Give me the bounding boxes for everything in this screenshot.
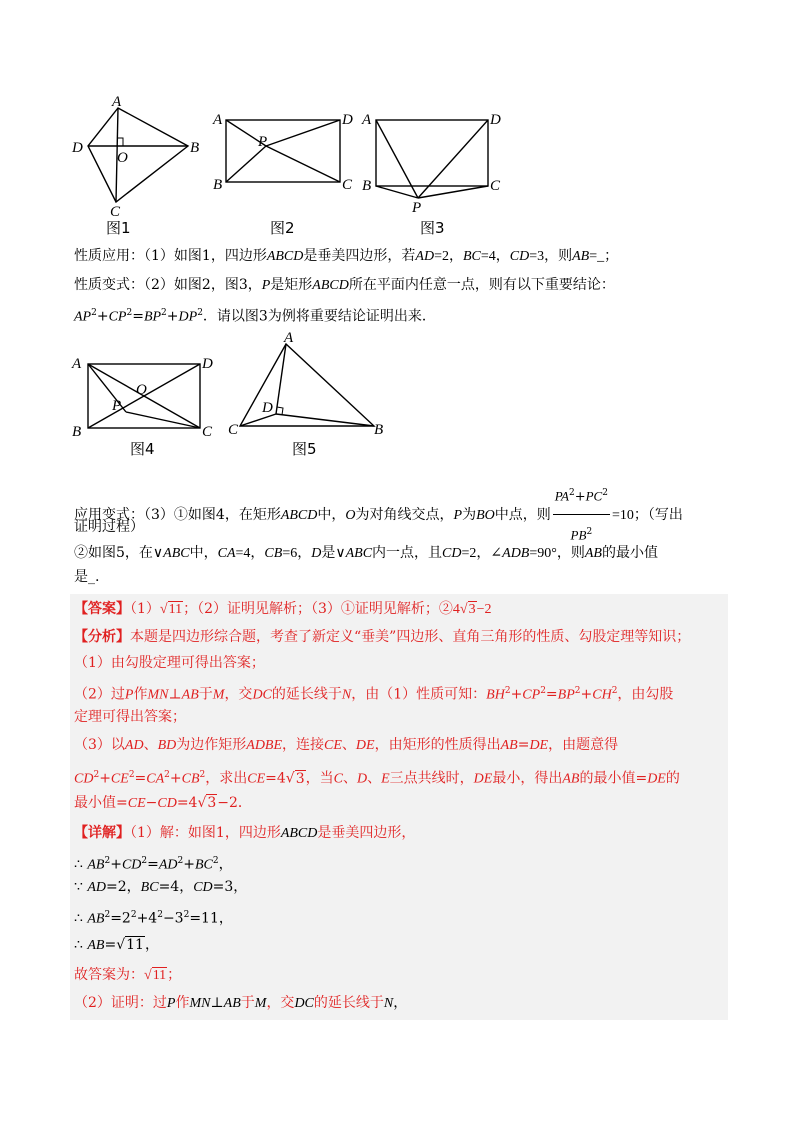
fig4-label-a: A <box>72 356 82 372</box>
fig2-label-a: A <box>213 112 223 128</box>
analysis-line-3: （2）过P作MN⊥AB于M，交DC的延长线于N，由（1）性质可知：$BH^2+CP^2=BP^2+CH^2$，由勾股 <box>74 686 674 703</box>
problem-q3-tail: 证明过程） <box>74 519 144 535</box>
analysis-line-2: （1）由勾股定理可得出答案； <box>74 655 265 671</box>
problem-q4: ②如图5，在∨ABC中，CA=4，CB=6，D是∨ABC内一点，且CD=2，∠ADB=90°，则AB的最小值 <box>74 545 658 561</box>
detail-line-5: ∴ AB=√11， <box>74 937 159 953</box>
fig3-caption: 图3 <box>420 219 445 237</box>
fig5-ad <box>276 344 286 414</box>
fig5-label-c: C <box>228 422 239 438</box>
problem-q1: 性质应用：（1）如图1，四边形ABCD是垂美四边形，若AD=2，BC=4，CD=3，则AB=_； <box>74 248 619 264</box>
problem-q2: 性质变式：（2）如图2，图3，P是矩形ABCD所在平面内任意一点，则有以下重要结论： <box>74 277 615 293</box>
fig4-label-c: C <box>202 424 213 440</box>
fig5-bd <box>276 414 374 426</box>
fig1-quad <box>88 108 188 202</box>
fig3-label-p: P <box>412 200 422 216</box>
detail-line-7: （2）证明：过P作MN⊥AB于M，交DC的延长线于N， <box>74 995 408 1011</box>
analysis-line-6: $CD^2+CE^2=CA^2+CB^2$，求出CE=4√3，当C、D、E三点共线时，DE最小，得出AB的最小值=DE的 <box>74 770 680 787</box>
fig3-label-d: D <box>490 112 501 128</box>
fig4-label-p: P <box>112 398 122 414</box>
fig3-pb <box>376 186 418 198</box>
fig1-caption: 图1 <box>106 219 131 237</box>
answer-line: 【答案】（1）√11；（2）证明见解析；（3）①证明见解析；②4√3−2 <box>74 601 492 617</box>
problem-q4-tail: 是_. <box>74 569 100 585</box>
detail-line-3: ∵ AD=2，BC=4，CD=3， <box>74 879 248 895</box>
figure-1 <box>70 96 200 220</box>
detail-line-2: ∴ $AB^2+CD^2=AD^2+BC^2$， <box>74 856 233 873</box>
fig2-rect <box>226 120 340 182</box>
fig1-label-d: D <box>72 140 83 156</box>
analysis-line-1: 【分析】本题是四边形综合题，考查了新定义“垂美”四边形、直角三角形的性质、勾股定理等知识； <box>74 629 691 645</box>
fig5-label-b: B <box>374 422 384 438</box>
fig2-label-d: D <box>342 112 353 128</box>
fig2-label-c: C <box>342 177 353 193</box>
fig1-label-c: C <box>110 204 121 220</box>
figure-3 <box>358 108 508 214</box>
figure-4 <box>70 352 220 438</box>
figure-2 <box>210 108 360 192</box>
detail-line-6: 故答案为：√11； <box>74 967 182 983</box>
fig1-label-o: O <box>117 150 128 166</box>
fig5-caption: 图5 <box>292 440 317 458</box>
fig1-label-b: B <box>190 140 200 156</box>
fig2-pd <box>266 120 340 146</box>
analysis-line-4: 定理可得出答案； <box>74 709 186 725</box>
fig1-label-a: A <box>112 94 122 110</box>
detail-line-1: 【详解】（1）解：如图1，四边形ABCD是垂美四边形， <box>74 825 416 841</box>
figure-5 <box>226 330 386 436</box>
fig3-label-c: C <box>490 178 501 194</box>
fig4-pc <box>126 412 200 428</box>
analysis-line-7: 最小值=CE−CD=4√3−2． <box>74 795 252 811</box>
fig4-label-d: D <box>202 356 213 372</box>
fig4-label-b: B <box>72 424 82 440</box>
fig5-triangle <box>240 344 374 426</box>
fig5-label-a: A <box>284 330 294 346</box>
fig2-caption: 图2 <box>270 219 295 237</box>
fig2-pc <box>266 146 340 182</box>
fig4-caption: 图4 <box>130 440 155 458</box>
fig3-rect <box>376 120 488 186</box>
analysis-line-5: （3）以AD、BD为边作矩形ADBE，连接CE、DE，由矩形的性质得出AB=DE，由题意得 <box>74 737 619 753</box>
fig2-label-b: B <box>213 177 223 193</box>
fig2-pb <box>226 146 266 182</box>
fig3-label-a: A <box>362 112 372 128</box>
fig5-label-d: D <box>262 400 273 416</box>
fig2-label-p: P <box>258 134 268 150</box>
fig3-pc <box>418 186 488 198</box>
detail-line-4: ∴ $AB^2=2^2+4^2-3^2=11$， <box>74 910 233 927</box>
problem-q3: 应用变式：（3）①如图4，在矩形ABCD中，O为对角线交点，P为BO中点，则 $\frac{PA^2+PC^2}{PB^2}$ =10；（写出 <box>74 476 683 554</box>
fig4-label-o: O <box>136 382 147 398</box>
fig3-label-b: B <box>362 178 372 194</box>
problem-q2-formula: $AP^2+CP^2=BP^2+DP^2$．请以图3为例将重要结论证明出来． <box>74 308 436 325</box>
